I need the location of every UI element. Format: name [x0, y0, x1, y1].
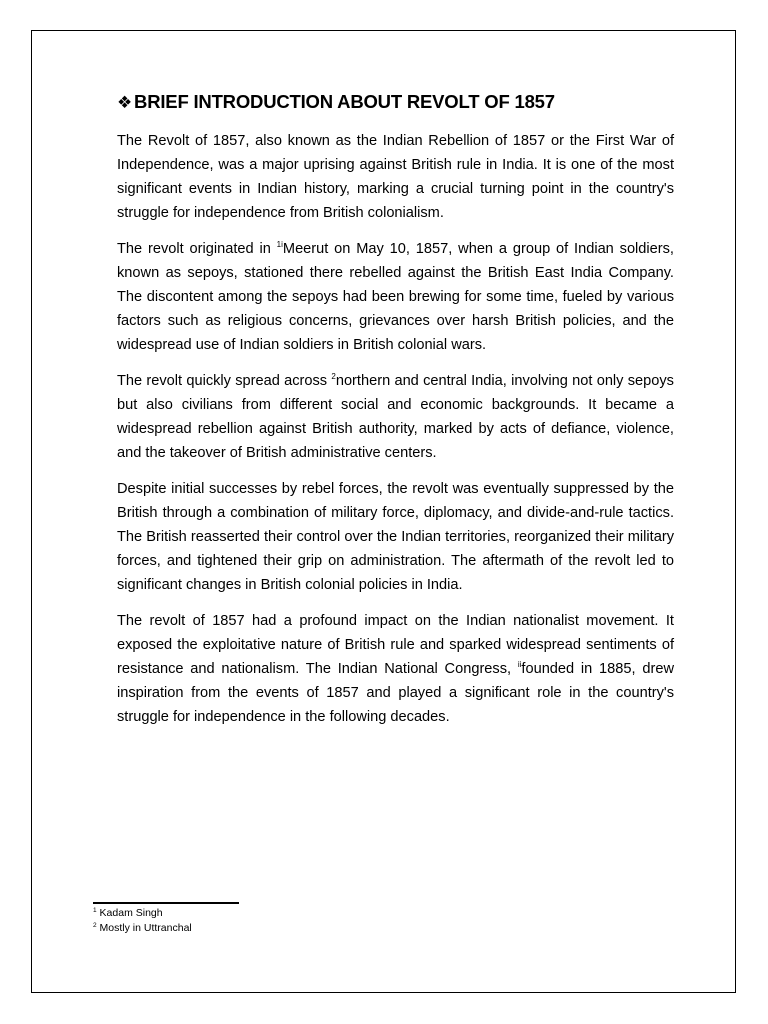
paragraph-4: Despite initial successes by rebel forces, the revolt was eventually suppressed by the British through a combination of military force, diplomacy, and divide-and-rule tactics. The British reasserted their control over the Indian territories, reorganized their military forces, and tightened their grip on administration. The aftermath of the revolt led to significant changes in British colonial policies in India.: [117, 481, 674, 593]
section-heading: [117, 89, 677, 116]
footnote-marker-ii[interactable]: ii: [517, 660, 522, 669]
footnote-separator: [93, 902, 239, 904]
footnote-marker-1i[interactable]: 1i: [276, 240, 283, 249]
footnote-1: $^1$ Kadam Singh: [93, 907, 163, 919]
footnote-marker-2[interactable]: 2: [331, 372, 336, 381]
heading-text: BRIEF INTRODUCTION ABOUT REVOLT OF 1857: [134, 91, 555, 112]
diamond-bullet-icon: ❖: [117, 93, 133, 113]
paragraph-3: The revolt quickly spread across $^2$northern and central India, involving not only sepoys but also civilians from different social and economic backgrounds. It became a widespread rebellion against British authority, marked by acts of defiance, violence, and the takeover of British administrative centers.: [117, 372, 674, 461]
footnote-2: $^2$ Mostly in Uttranchal: [93, 922, 192, 934]
paragraph-2: The revolt originated in $^{1i}$Meerut on May 10, 1857, when a group of Indian soldiers, known as sepoys, stationed there rebelled against the British East India Company. The discontent among the sepoys had been brewing for some time, fueled by various factors such as religious concerns, grievances over harsh British policies, and the widespread use of Indian soldiers in British colonial wars.: [117, 240, 674, 353]
body-text: [117, 129, 674, 741]
paragraph-1: The Revolt of 1857, also known as the Indian Rebellion of 1857 or the First War of Independence, was a major uprising against British rule in India. It is one of the most significant events in Indian history, marking a crucial turning point in the country's struggle for independence from British colonialism.: [117, 133, 674, 221]
footnotes: [93, 906, 393, 936]
paragraph-5: The revolt of 1857 had a profound impact on the Indian nationalist movement. It exposed the exploitative nature of British rule and sparked widespread sentiments of resistance and nationalism. The Indian National Congress, $^{ii}$founded in 1885, drew inspiration from the events of 1857 and played a significant role in the country's struggle for independence in the following decades.: [117, 613, 674, 725]
